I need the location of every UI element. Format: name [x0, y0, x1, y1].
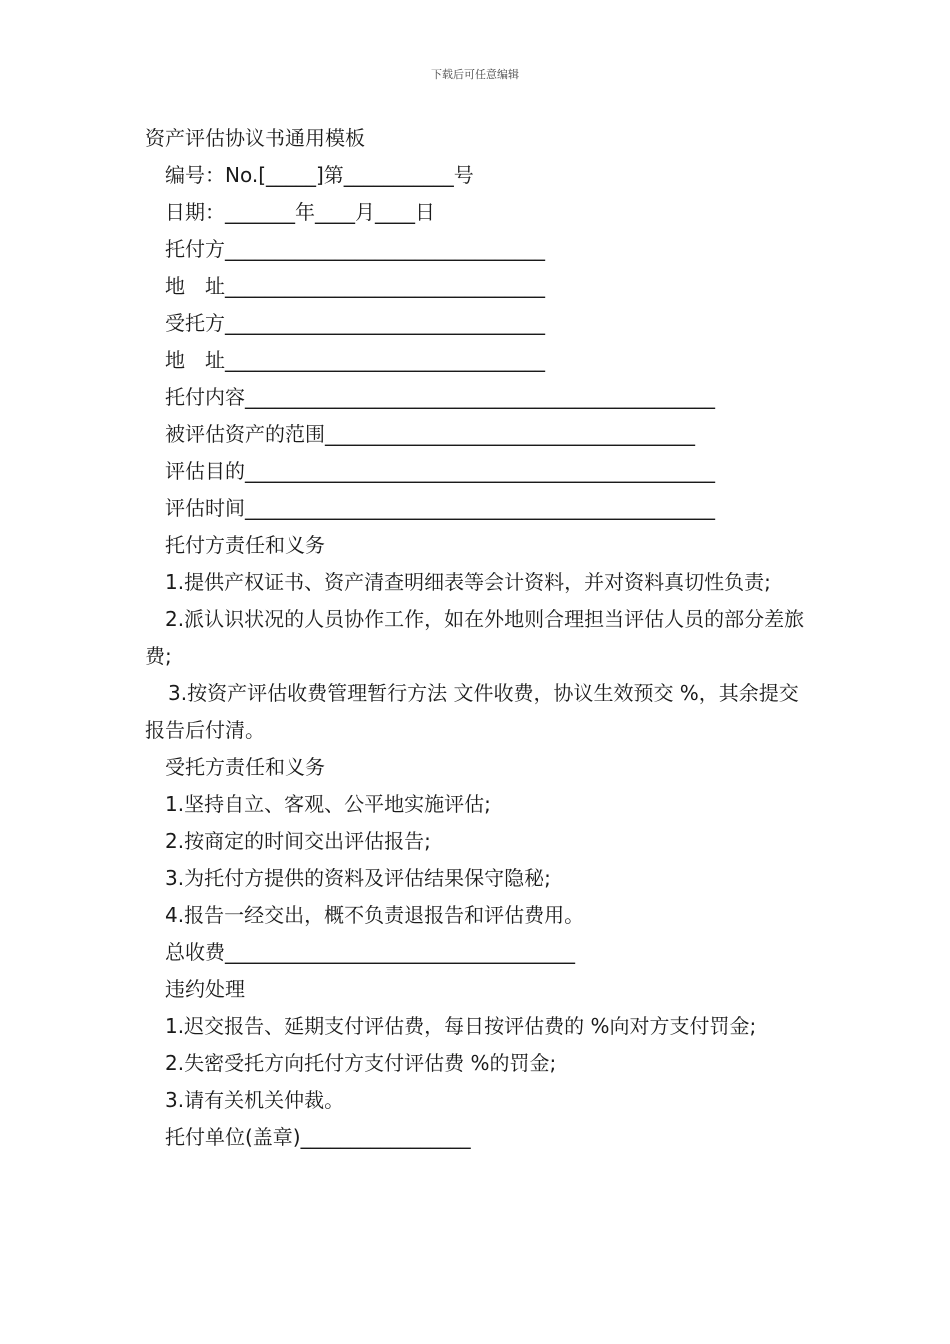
field-content: 托付内容_______________________________________________ — [165, 385, 715, 409]
section-heading-client-duty: 托付方责任和义务 — [165, 533, 325, 557]
field-scope: 被评估资产的范围_____________________________________ — [165, 422, 695, 446]
section-heading-trustee-duty: 受托方责任和义务 — [165, 755, 325, 779]
field-total-fee: 总收费___________________________________ — [165, 940, 575, 964]
breach-item-2: 2.失密受托方向托付方支付评估费 %的罚金; — [165, 1051, 557, 1075]
field-client: 托付方________________________________ — [165, 237, 545, 261]
client-duty-item-1: 1.提供产权证书、资产清查明细表等会计资料，并对资料真切性负责; — [165, 570, 771, 594]
field-time: 评估时间_______________________________________________ — [165, 496, 715, 520]
client-duty-item-3: 3.按资产评估收费管理暂行方法 文件收费，协议生效预交 %，其余提交报告后付清。 — [145, 681, 799, 742]
client-duty-item-2: 2.派认识状况的人员协作工作，如在外地则合理担当评估人员的部分差旅费; — [145, 607, 805, 668]
field-client-seal: 托付单位(盖章)_________________ — [165, 1125, 471, 1149]
document-body — [145, 120, 815, 1156]
breach-item-3: 3.请有关机关仲裁。 — [165, 1088, 345, 1112]
page-header-note: 下载后可任意编辑 — [431, 68, 519, 81]
trustee-duty-item-3: 3.为托付方提供的资料及评估结果保守隐秘; — [165, 866, 551, 890]
field-date: 日期：_______年____月____日 — [165, 200, 435, 224]
section-heading-breach: 违约处理 — [165, 977, 245, 1001]
trustee-duty-item-2: 2.按商定的时间交出评估报告; — [165, 829, 431, 853]
field-number: 编号：No.[_____]第___________号 — [165, 163, 474, 187]
field-client-address: 地 址________________________________ — [165, 274, 545, 298]
breach-item-1: 1.迟交报告、延期支付评估费，每日按评估费的 %向对方支付罚金; — [165, 1014, 757, 1038]
document-title: 资产评估协议书通用模板 — [145, 126, 365, 150]
trustee-duty-item-1: 1.坚持自立、客观、公平地实施评估; — [165, 792, 491, 816]
field-trustee: 受托方________________________________ — [165, 311, 545, 335]
field-purpose: 评估目的_______________________________________________ — [165, 459, 715, 483]
trustee-duty-item-4: 4.报告一经交出，概不负责退报告和评估费用。 — [165, 903, 585, 927]
field-trustee-address: 地 址________________________________ — [165, 348, 545, 372]
